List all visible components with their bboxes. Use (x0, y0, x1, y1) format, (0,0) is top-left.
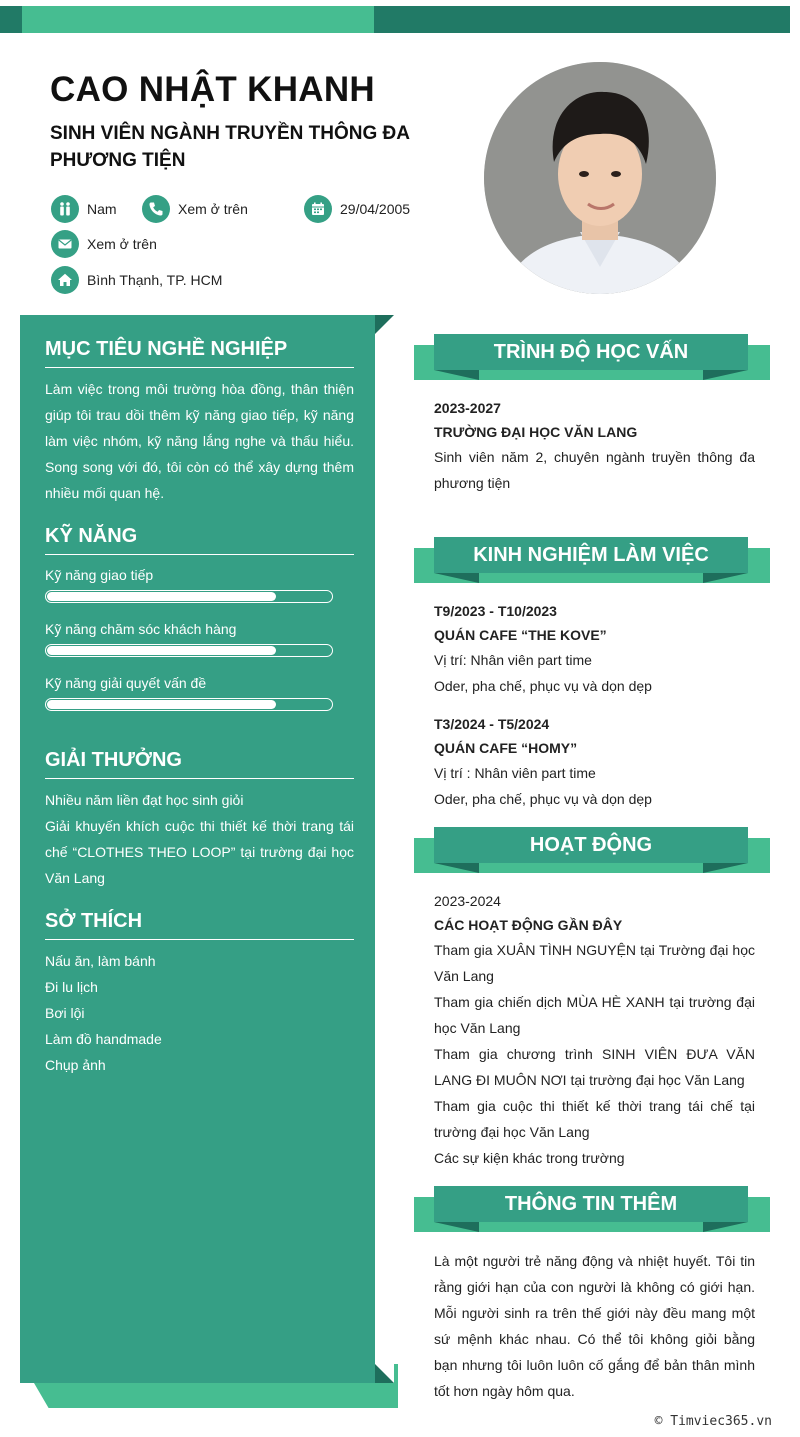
education-period: 2023-2027 (434, 400, 501, 416)
skill-bar (45, 644, 333, 657)
job-desc: Oder, pha chế, phục vụ và dọn dẹp (434, 791, 652, 807)
more-info-block (434, 1248, 755, 1404)
job-desc: Oder, pha chế, phục vụ và dọn dẹp (434, 678, 652, 694)
gender-icon (51, 195, 79, 223)
activities-ribbon (414, 827, 770, 875)
phone-info (142, 195, 248, 223)
address-value: Bình Thạnh, TP. HCM (87, 272, 223, 288)
hobbies-section (45, 910, 354, 1078)
candidate-title: SINH VIÊN NGÀNH TRUYỀN THÔNG ĐA PHƯƠNG TIỆN (50, 123, 410, 171)
birthday-value: 29/04/2005 (340, 201, 411, 217)
hobby-item: Chụp ảnh (45, 1057, 106, 1073)
left-panel-fold-top (375, 315, 394, 334)
education-block (434, 396, 755, 496)
hobby-item: Đi lu lịch (45, 979, 98, 995)
more-info-ribbon (414, 1186, 770, 1234)
mail-icon (51, 230, 79, 258)
education-heading: TRÌNH ĐỘ HỌC VẤN (434, 334, 748, 370)
experience-heading: KINH NGHIỆM LÀM VIỆC (434, 537, 748, 573)
phone-icon (142, 195, 170, 223)
skill-item (45, 567, 354, 603)
skills-section (45, 525, 354, 711)
experience-job (434, 599, 755, 699)
hobby-item: Nấu ăn, làm bánh (45, 953, 156, 969)
skill-label: Kỹ năng giao tiếp (45, 567, 154, 583)
email-value: Xem ở trên (87, 236, 157, 252)
job-company: QUÁN CAFE “HOMY” (434, 740, 578, 756)
education-desc: Sinh viên năm 2, chuyên ngành truyền thông đa phương tiện (434, 449, 755, 491)
activity-item: Các sự kiện khác trong trường (434, 1150, 625, 1166)
activity-item: Tham gia cuộc thi thiết kế thời trang tái chế tại trường đại học Văn Lang (434, 1098, 755, 1140)
experience-job (434, 712, 755, 812)
job-position: Vị trí : Nhân viên part time (434, 765, 596, 781)
skill-bar (45, 590, 333, 603)
hobbies-heading: SỞ THÍCH (45, 910, 354, 940)
objective-section (45, 338, 354, 506)
award-item: Nhiều năm liền đạt học sinh giỏi (45, 792, 244, 808)
skill-label: Kỹ năng giải quyết vấn đề (45, 675, 207, 691)
activities-block (434, 889, 755, 1171)
left-panel-ribbon-edge (394, 1364, 398, 1408)
skill-item (45, 621, 354, 657)
skill-item (45, 675, 354, 711)
activity-item: Tham gia chương trình SINH VIÊN ĐƯA VĂN LANG ĐI MUÔN NƠI tại trường đại học Văn Lang (434, 1046, 755, 1088)
home-icon (51, 266, 79, 294)
birthday-info (304, 195, 410, 223)
left-panel-ribbon (34, 1383, 398, 1408)
address-info (51, 266, 222, 294)
education-ribbon (414, 334, 770, 382)
top-bar-accent (22, 6, 374, 33)
candidate-name: CAO NHẬT KHANH (50, 70, 376, 109)
hobby-item: Bơi lội (45, 1005, 85, 1021)
left-panel-fold-bottom (375, 1364, 394, 1383)
phone-value: Xem ở trên (178, 201, 248, 217)
more-info-heading: THÔNG TIN THÊM (434, 1186, 748, 1222)
gender-value: Nam (87, 201, 117, 217)
job-position: Vị trí: Nhân viên part time (434, 652, 592, 668)
skill-bar-fill (47, 646, 276, 655)
skill-label: Kỹ năng chăm sóc khách hàng (45, 621, 237, 637)
skill-bar-fill (47, 700, 276, 709)
job-company: QUÁN CAFE “THE KOVE” (434, 627, 607, 643)
job-period: T9/2023 - T10/2023 (434, 603, 557, 619)
skill-bar-fill (47, 592, 276, 601)
activity-item: Tham gia chiến dịch MÙA HÈ XANH tại trường đại học Văn Lang (434, 994, 755, 1036)
skill-bar (45, 698, 333, 711)
profile-photo (484, 62, 716, 294)
education-school: TRƯỜNG ĐẠI HỌC VĂN LANG (434, 424, 638, 440)
activities-title: CÁC HOẠT ĐỘNG GẦN ĐÂY (434, 917, 623, 933)
calendar-icon (304, 195, 332, 223)
objective-heading: MỤC TIÊU NGHỀ NGHIỆP (45, 338, 354, 368)
hobby-item: Làm đồ handmade (45, 1031, 162, 1047)
award-item: Giải khuyến khích cuộc thi thiết kế thời trang tái chế “CLOTHES THEO LOOP” tại trường đại học Văn Lang (45, 818, 354, 886)
objective-text: Làm việc trong môi trường hòa đồng, thân thiện giúp tôi trau dồi thêm kỹ năng giao tiếp, kỹ năng làm việc nhóm, kỹ năng lắng nghe và thấu hiểu. Song song với đó, tôi còn có thể xây dựng thêm nhiều mối quan hệ. (45, 381, 354, 501)
email-info (51, 230, 157, 258)
awards-heading: GIẢI THƯỞNG (45, 749, 354, 779)
skills-heading: KỸ NĂNG (45, 525, 354, 555)
experience-ribbon (414, 537, 770, 585)
activities-period: 2023-2024 (434, 893, 501, 909)
job-period: T3/2024 - T5/2024 (434, 716, 550, 732)
gender-info (51, 195, 117, 223)
awards-section (45, 749, 354, 891)
activity-item: Tham gia XUÂN TÌNH NGUYỆN tại Trường đại học Văn Lang (434, 942, 755, 984)
activities-heading: HOẠT ĐỘNG (434, 827, 748, 863)
more-info-text: Là một người trẻ năng động và nhiệt huyết. Tôi tin rằng giới hạn của con người là không có giới hạn. Mỗi người sinh ra trên thế giới này đều mang một sứ mệnh khác nhau. Có thể tôi không giỏi bằng bạn nhưng tôi luôn luôn cố gắng để bản thân mình tốt hơn ngày hôm qua. (434, 1253, 755, 1399)
footer-watermark: © Timviec365.vn (654, 1414, 772, 1429)
